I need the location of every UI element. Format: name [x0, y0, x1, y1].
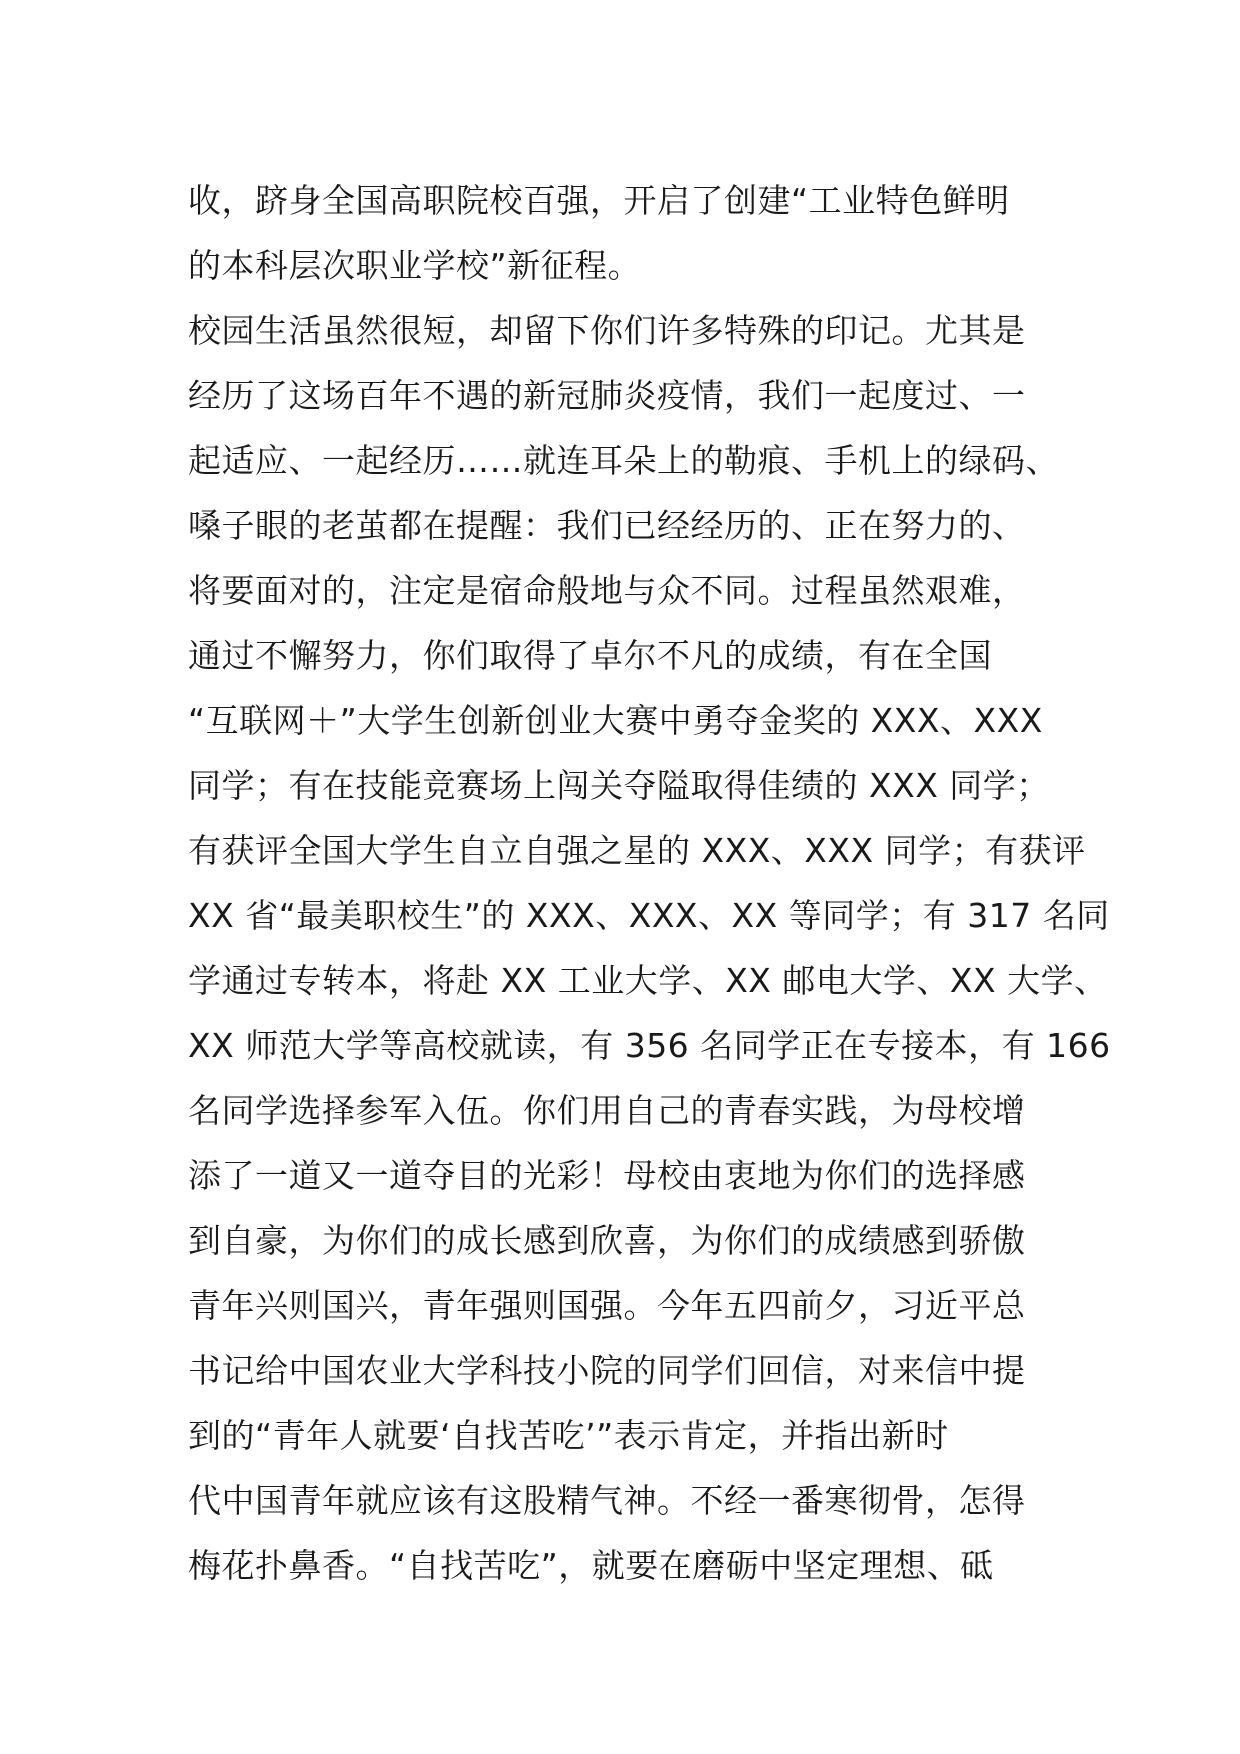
- text-line: 学通过专转本，将赴 XX 工业大学、XX 邮电大学、XX 大学、: [188, 961, 1108, 1000]
- text-line: 青年兴则国兴，青年强则国强。今年五四前夕，习近平总: [188, 1286, 1026, 1325]
- text-line: 到的“青年人就要‘自找苦吃’”表示肯定，并指出新时: [188, 1416, 949, 1455]
- text-line: “互联网＋”大学生创新创业大赛中勇夺金奖的 XXX、XXX: [188, 701, 1043, 740]
- text-line: 通过不懈努力，你们取得了卓尔不凡的成绩，有在全国: [188, 636, 992, 675]
- text-line: 经历了这场百年不遇的新冠肺炎疫情，我们一起度过、一: [188, 376, 1026, 415]
- text-line: 的本科层次职业学校”新征程。: [188, 246, 642, 285]
- text-line: 嗓子眼的老茧都在提醒：我们已经经历的、正在努力的、: [188, 506, 1026, 545]
- text-line: 同学；有在技能竞赛场上闯关夺隘取得佳绩的 XXX 同学；: [188, 766, 1050, 805]
- text-line: 书记给中国农业大学科技小院的同学们回信，对来信中提: [188, 1351, 1026, 1390]
- body-text: [188, 168, 1111, 1598]
- text-line: 名同学选择参军入伍。你们用自己的青春实践，为母校增: [188, 1091, 1026, 1130]
- text-line: 起适应、一起经历……就连耳朵上的勒痕、手机上的绿码、: [188, 441, 1059, 480]
- text-line: 梅花扑鼻香。“自找苦吃”，就要在磨砺中坚定理想、砥: [188, 1546, 994, 1585]
- text-line: XX 师范大学等高校就读，有 356 名同学正在专接本，有 166: [188, 1026, 1111, 1065]
- text-line: 校园生活虽然很短，却留下你们许多特殊的印记。尤其是: [188, 311, 1026, 350]
- text-line: XX 省“最美职校生”的 XXX、XXX、XX 等同学；有 317 名同: [188, 896, 1110, 935]
- text-line: 将要面对的，注定是宿命般地与众不同。过程虽然艰难，: [188, 571, 1026, 610]
- text-line: 添了一道又一道夺目的光彩！母校由衷地为你们的选择感: [188, 1156, 1026, 1195]
- text-line: 到自豪，为你们的成长感到欣喜，为你们的成绩感到骄傲: [188, 1221, 1026, 1260]
- text-line: 收，跻身全国高职院校百强，开启了创建“工业特色鲜明: [188, 181, 1010, 220]
- text-line: 有获评全国大学生自立自强之星的 XXX、XXX 同学；有获评: [188, 831, 1086, 870]
- text-line: 代中国青年就应该有这股精气神。不经一番寒彻骨，怎得: [188, 1481, 1026, 1520]
